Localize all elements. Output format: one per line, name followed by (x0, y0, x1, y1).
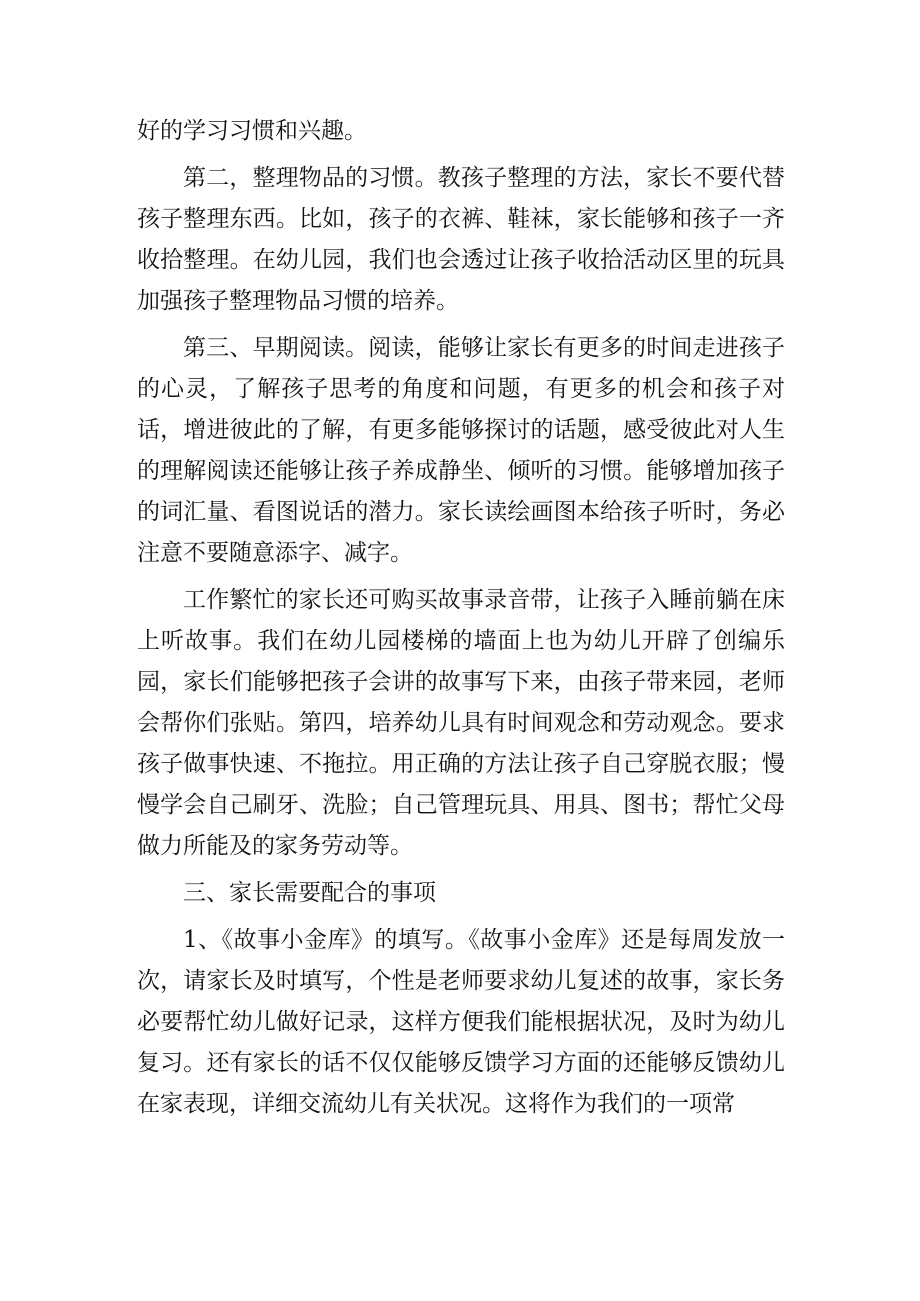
paragraph-5: 1、《故事小金库》的填写。《故事小金库》还是每周发放一次，请家长及时填写，个性是老师要求幼儿复述的故事，家长务必要帮忙幼儿做好记录，这样方便我们能根据状况，及时为幼儿复习。还有家长的话不仅仅能够反馈学习方面的还能够反馈幼儿在家表现，详细交流幼儿有关状况。这将作为我们的一项常 (137, 927, 785, 1117)
paragraph-2: 第二，整理物品的习惯。教孩子整理的方法，家长不要代替孩子整理东西。比如，孩子的衣裤、鞋袜，家长能够和孩子一齐收拾整理。在幼儿园，我们也会透过让孩子收拾活动区里的玩具加强孩子整理物品习惯的培养。 (137, 165, 785, 314)
document-body (137, 111, 785, 1125)
paragraph-4: 工作繁忙的家长还可购买故事录音带，让孩子入睡前躺在床上听故事。我们在幼儿园楼梯的墙面上也为幼儿开辟了创编乐园，家长们能够把孩子会讲的故事写下来，由孩子带来园，老师会帮你们张贴。第四，培养幼儿具有时间观念和劳动观念。要求孩子做事快速、不拖拉。用正确的方法让孩子自己穿脱衣服；慢慢学会自己刷牙、洗脸；自己管理玩具、用具、图书；帮忙父母做力所能及的家务劳动等。 (137, 587, 785, 859)
section-heading: 三、家长需要配合的事项 (183, 880, 436, 906)
paragraph-3: 第三、早期阅读。阅读，能够让家长有更多的时间走进孩子的心灵，了解孩子思考的角度和问题，有更多的机会和孩子对话，增进彼此的了解，有更多能够探讨的话题，感受彼此对人生的理解阅读还能够让孩子养成静坐、倾听的习惯。能够增加孩子的词汇量、看图说话的潜力。家长读绘画图本给孩子听时，务必注意不要随意添字、减字。 (137, 335, 785, 566)
paragraph-1: 好的学习习惯和兴趣。 (137, 118, 367, 144)
